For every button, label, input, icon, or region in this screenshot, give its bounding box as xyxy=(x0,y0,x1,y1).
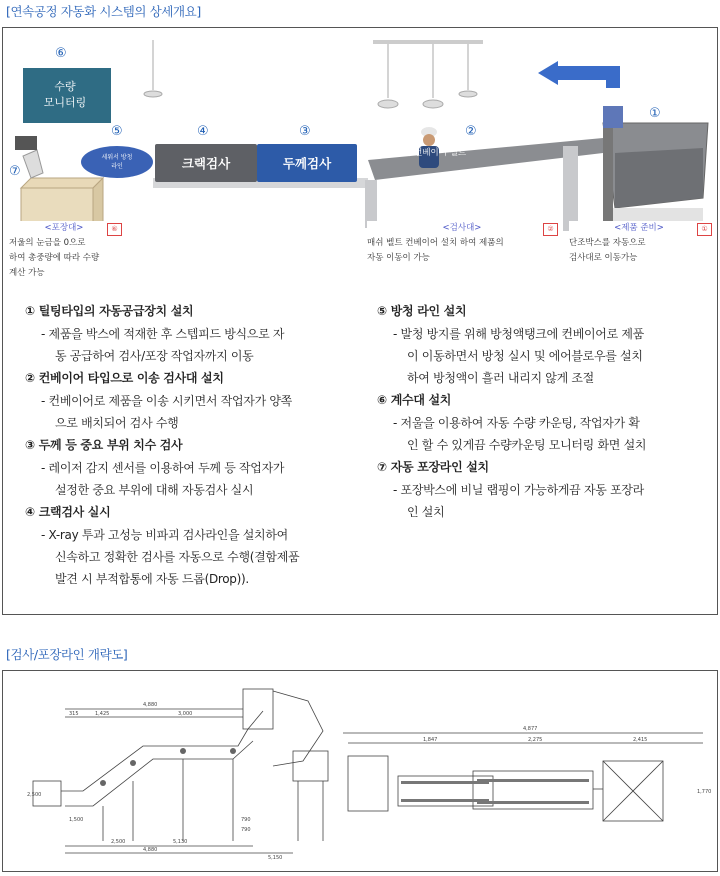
shower-label-line1: 세워서 방청 xyxy=(101,154,133,161)
caption-inspect-line2: 자동 이동이 가능 xyxy=(367,253,430,263)
shower-label-line2: 라인 xyxy=(111,163,123,170)
drawing-right xyxy=(343,733,703,821)
belt-label: 매쉬 컨베이어 벨트 xyxy=(395,148,467,158)
dim-left-4: 2,500 xyxy=(27,792,42,798)
caption-inspect xyxy=(367,221,557,277)
caption-packing-title: <포장대> xyxy=(44,223,84,233)
dim-left-10: 790 xyxy=(241,827,251,833)
bin-lift xyxy=(603,106,623,128)
dim-left-7: 5,130 xyxy=(173,839,188,845)
section-title-overview: [연속공정 자동화 시스템의 상세개요] xyxy=(6,4,201,19)
item5-line3: 하여 방청액이 흘러 내리지 않게 조절 xyxy=(407,371,594,385)
item1-heading: ① 틸팅타입의 자동공급장치 설치 xyxy=(25,304,194,318)
caption-prepare-line2: 검사대로 이동가능 xyxy=(569,253,638,263)
left-description xyxy=(25,300,355,590)
dim-left-0: 4,880 xyxy=(143,702,158,708)
flow-arrow-head xyxy=(538,61,558,85)
monitor-label-line1: 수량 xyxy=(54,80,76,93)
item3-heading: ③ 두께 등 중요 부위 치수 검사 xyxy=(25,438,183,452)
dim-right-0: 4,877 xyxy=(523,726,538,732)
item2-line1: - 컨베이어로 제품을 이송 시키면서 작업자가 양쪽 xyxy=(41,394,292,408)
step-num-4: ④ xyxy=(197,124,209,139)
dim-left-3: 3,000 xyxy=(178,711,193,717)
supply-bin xyxy=(603,113,708,228)
dim-left-8: 4,880 xyxy=(143,847,158,853)
drawing-dimensions-left xyxy=(27,702,282,861)
dim-left-5: 1,500 xyxy=(69,817,84,823)
dim-right-4: 1,770 xyxy=(697,789,712,795)
item7-line1: - 포장박스에 비닐 랩핑이 가능하게끔 자동 포장라 xyxy=(393,483,644,497)
caption-inspect-line1: 매쉬 벨트 컨베이어 설치 하여 제품의 xyxy=(367,238,504,248)
caption-prepare-title: <제품 준비> xyxy=(614,223,664,233)
step-num-7: ⑦ xyxy=(9,164,21,179)
drawing-panel xyxy=(2,670,718,872)
step-num-1: ① xyxy=(649,106,661,121)
dim-right-1: 1,847 xyxy=(423,737,438,743)
item2-heading: ② 컨베이어 타입으로 이송 검사대 설치 xyxy=(25,371,224,385)
item5-heading: ⑤ 방청 라인 설치 xyxy=(377,304,467,318)
step-num-2: ② xyxy=(465,124,477,139)
item4-heading: ④ 크랙검사 실시 xyxy=(25,505,111,519)
step-num-3: ③ xyxy=(299,124,311,139)
item3-line1: - 레이저 감지 센서를 이용하여 두께 등 작업자가 xyxy=(41,461,285,475)
item4-line2: 신속하고 정확한 검사를 자동으로 수행(결함제품 xyxy=(55,550,300,564)
caption-packing-line1: 저울의 눈금을 0으로 xyxy=(9,238,86,248)
item4-line1: - X-ray 투과 고성능 비파괴 검사라인을 설치하여 xyxy=(41,528,288,542)
caption-packing-badge: ⑥ xyxy=(107,223,122,236)
caption-inspect-badge: ② xyxy=(543,223,558,236)
dim-left-6: 2,500 xyxy=(111,839,126,845)
section-title-layout: [검사/포장라인 개략도] xyxy=(6,647,128,662)
dim-left-11: 5,150 xyxy=(268,855,283,861)
item6-line1: - 저울을 이용하여 자동 수량 카운팅, 작업자가 확 xyxy=(393,416,640,430)
shower-line-box xyxy=(81,146,153,178)
item2-line2: 으로 배치되어 검사 수행 xyxy=(55,416,179,430)
dim-left-9: 790 xyxy=(241,817,251,823)
dim-left-1: 315 xyxy=(69,711,79,717)
item7-line2: 인 설치 xyxy=(407,505,445,519)
crack-inspection-box: 크랙검사 xyxy=(155,144,257,182)
item6-heading: ⑥ 계수대 설치 xyxy=(377,393,452,407)
ceiling-lamps xyxy=(144,40,483,108)
item4-line3: 발견 시 부적합통에 자동 드롭(Drop)). xyxy=(55,572,249,586)
monitor-label-line2: 모니터링 xyxy=(43,96,87,109)
overview-panel xyxy=(2,27,718,615)
right-description xyxy=(377,300,707,523)
caption-prepare-line1: 단조박스를 자동으로 xyxy=(569,238,646,248)
item6-line2: 인 할 수 있게끔 수량카운팅 모니터링 화면 설치 xyxy=(407,438,647,452)
item3-line2: 설정한 중요 부위에 대해 자동검사 실시 xyxy=(55,483,254,497)
technical-drawing xyxy=(3,671,717,871)
item1-line2: 동 공급하여 검사/포장 작업자까지 이동 xyxy=(55,349,254,363)
item1-line1: - 제품을 박스에 적재한 후 스텝피드 방식으로 자 xyxy=(41,327,285,341)
caption-prepare xyxy=(569,221,709,277)
caption-packing-line2: 하여 총중량에 따라 수량 xyxy=(9,253,100,263)
caption-packing xyxy=(9,221,119,291)
caption-inspect-title: <검사대> xyxy=(442,223,482,233)
thickness-inspection-box: 두께검사 xyxy=(257,144,357,182)
dim-left-2: 1,425 xyxy=(95,711,110,717)
dim-right-2: 2,275 xyxy=(528,737,543,743)
drawing-belt-hatch xyxy=(401,779,589,804)
drawing-dimensions-right xyxy=(423,726,711,795)
item7-heading: ⑦ 자동 포장라인 설치 xyxy=(377,460,489,474)
step-num-6: ⑥ xyxy=(55,46,67,61)
caption-packing-line3: 계산 가능 xyxy=(9,268,45,278)
drawing-wheels xyxy=(100,748,236,786)
flow-arrow xyxy=(558,73,613,88)
dim-right-3: 2,415 xyxy=(633,737,648,743)
item5-line1: - 발청 방지를 위해 방청액탱크에 컨베이어로 제품 xyxy=(393,327,644,341)
caption-prepare-badge: ① xyxy=(697,223,712,236)
step-num-5: ⑤ xyxy=(111,124,123,139)
item5-line2: 이 이동하면서 방청 실시 및 에어블로우를 설치 xyxy=(407,349,643,363)
monitor-label xyxy=(21,68,109,122)
